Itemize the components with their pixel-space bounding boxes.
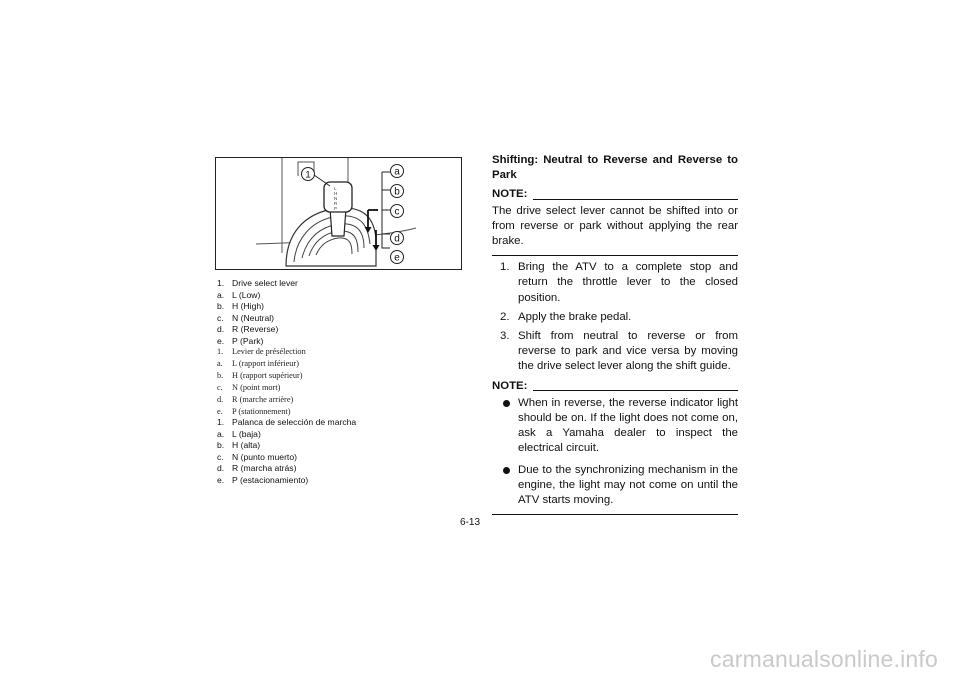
legend-french <box>217 346 477 417</box>
list-item: Due to the synchronizing mechanism in the engine, the light may not come on until the ATV starts moving. <box>492 463 738 509</box>
steps-list <box>492 260 738 374</box>
legend-item: b. H (High) <box>217 301 264 312</box>
legend-item: 1. Levier de présélection <box>217 347 306 356</box>
callout-d: d <box>394 233 400 245</box>
legend-item: a. L (Low) <box>217 289 261 300</box>
watermark: carmanualsonline.info <box>710 646 938 672</box>
legend-item: e. P (stationnement) <box>217 406 291 416</box>
note-heading <box>492 187 738 202</box>
legend-item: c. N (punto muerto) <box>217 451 297 462</box>
page-number: 6-13 <box>460 517 481 528</box>
legend-item: c. N (Neutral) <box>217 312 275 323</box>
note2-end-rule <box>492 514 738 515</box>
note-bullets <box>492 396 738 508</box>
callout-a: a <box>394 166 400 178</box>
note2-heading <box>492 379 738 394</box>
legend-item: c. N (point mort) <box>217 382 281 392</box>
bullet-icon <box>503 467 510 474</box>
note-rule <box>533 199 738 200</box>
legend-item: 1. Drive select lever <box>217 278 298 288</box>
callout-b: b <box>394 186 400 198</box>
list-item: 2. Apply the brake pedal. <box>500 310 632 323</box>
note2-label: NOTE: <box>492 379 528 392</box>
legend-item: a. L (baja) <box>217 428 261 439</box>
legend-item: b. H (rapport supérieur) <box>217 370 303 380</box>
legend-item: d. R (Reverse) <box>217 324 279 335</box>
note-end-rule <box>492 255 738 256</box>
legend-item: e. P (Park) <box>217 335 264 346</box>
note2-rule <box>533 390 738 391</box>
knob-label-r: R <box>334 201 338 206</box>
drive-select-lever-figure <box>215 157 462 270</box>
knob-label-n: N <box>334 196 338 201</box>
section-heading: Shifting: Neutral to Reverse and Reverse to Park <box>492 154 738 182</box>
list-item: When in reverse, the reverse indicator light should be on. If the light does not come on, ask a Yamaha dealer to inspect the electrical circuit. <box>492 396 738 457</box>
legend-item: 1. Palanca de selección de marcha <box>217 417 357 427</box>
knob-label-h: H <box>334 191 338 196</box>
note-label: NOTE: <box>492 188 528 201</box>
callout-e: e <box>394 252 400 264</box>
knob-label-l: L <box>334 186 337 191</box>
lever-illustration <box>216 158 462 270</box>
legend-item: a. L (rapport inférieur) <box>217 358 299 368</box>
note-text: The drive select lever cannot be shifted into or from reverse or park without applying the rear brake. <box>492 204 738 248</box>
bullet-icon <box>503 400 510 407</box>
list-item: 1. Bring the ATV to a complete stop and return the throttle lever to the closed position. <box>500 261 738 304</box>
legend-item: b. H (alta) <box>217 440 261 451</box>
list-item: 3. Shift from neutral to reverse or from reverse to park and vice versa by moving the drive select lever along the shift guide. <box>500 330 738 373</box>
legend-item: d. R (marche arrière) <box>217 394 294 404</box>
callout-1: 1 <box>305 169 311 181</box>
legend-english <box>217 278 477 348</box>
legend-spanish <box>217 417 477 487</box>
legend-item: d. R (marcha atrás) <box>217 463 297 474</box>
knob-label-p: P <box>334 206 338 211</box>
shifting-section <box>492 153 738 519</box>
callout-c: c <box>394 206 400 218</box>
legend-item: e. P (estacionamiento) <box>217 474 309 485</box>
